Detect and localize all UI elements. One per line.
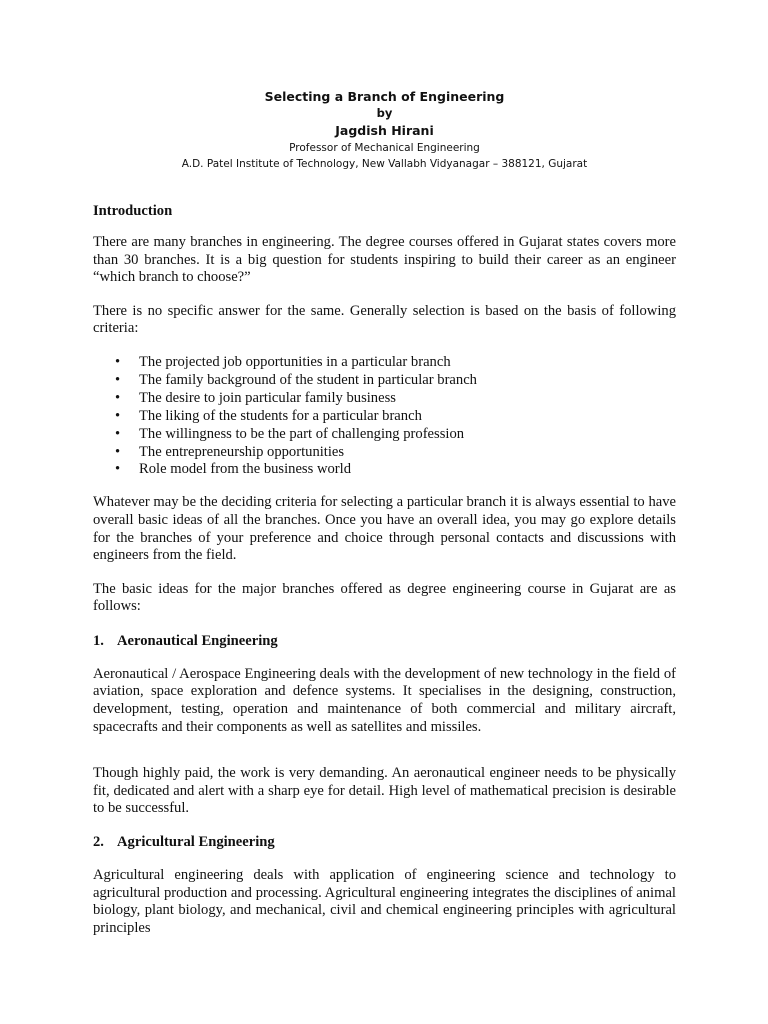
section-number: 2. xyxy=(93,834,104,851)
aeronautical-paragraph-1: Aeronautical / Aerospace Engineering deals with the development of new technology in the field of aviation, space exploration and defence systems. It specialises in the designing, construction, development, testing, operation and maintenance of both commercial and military aircraft, spacecrafts and their components as well as satellites and missiles. xyxy=(93,665,676,735)
bullet-icon: • xyxy=(115,461,121,478)
bullet-icon: • xyxy=(115,407,121,424)
list-item: • The entrepreneurship opportunities xyxy=(115,443,345,460)
section-number: 1. xyxy=(93,632,104,649)
bullet-icon: • xyxy=(115,371,121,388)
document-page xyxy=(93,88,676,937)
list-item: • Role model from the business world xyxy=(115,461,351,478)
introduction-paragraph-1: There are many branches in engineering. The degree courses offered in Gujarat states covers more than 30 branches. It is a big question for students inspiring to build their career as an engineer “which branch to choose?” xyxy=(93,234,676,286)
bullet-icon: • xyxy=(115,389,121,406)
introduction-paragraph-2: There is no specific answer for the same. Generally selection is based on the basis of following criteria: xyxy=(93,302,676,337)
author-institute: A.D. Patel Institute of Technology, New Vallabh Vidyanagar – 388121, Gujarat xyxy=(181,158,588,170)
agricultural-paragraph-1: Agricultural engineering deals with application of engineering science and technology to agricultural production and processing. Agricultural engineering integrates the disciplines of animal biology, plant biology, and mechanical, civil and chemical engineering principles with agricultural principles xyxy=(93,867,676,936)
section-heading-agricultural xyxy=(93,833,676,851)
aeronautical-paragraph-2: Though highly paid, the work is very demanding. An aeronautical engineer needs to be physically fit, dedicated and alert with a sharp eye for detail. High level of mathematical precision is desirable to be successful. xyxy=(93,765,676,817)
byline-by: by xyxy=(376,106,393,120)
introduction-paragraph-4: The basic ideas for the major branches offered as degree engineering course in Gujarat are as follows: xyxy=(93,580,676,615)
bullet-icon: • xyxy=(115,443,121,460)
list-item: • The family background of the student in particular branch xyxy=(115,371,477,388)
document-title: Selecting a Branch of Engineering xyxy=(264,89,505,104)
introduction-paragraph-3: Whatever may be the deciding criteria for selecting a particular branch it is always essential to have overall basic ideas of all the branches. Once you have an overall idea, you may go explore details for the branches of your preference and choice through personal contacts and discussions with engineers from the field. xyxy=(93,494,676,564)
author-position: Professor of Mechanical Engineering xyxy=(289,142,480,154)
list-item: • The projected job opportunities in a particular branch xyxy=(115,353,451,370)
document-header xyxy=(83,88,686,172)
section-title: Aeronautical Engineering xyxy=(117,632,278,649)
bullet-icon: • xyxy=(115,425,121,442)
bullet-icon: • xyxy=(115,353,121,370)
list-item: • The desire to join particular family business xyxy=(115,389,396,406)
introduction-heading: Introduction xyxy=(93,203,173,219)
section-title: Agricultural Engineering xyxy=(117,834,275,851)
author-name: Jagdish Hirani xyxy=(335,123,434,138)
list-item: • The liking of the students for a particular branch xyxy=(115,407,422,424)
criteria-list xyxy=(93,354,676,479)
list-item: • The willingness to be the part of challenging profession xyxy=(115,425,465,442)
section-heading-aeronautical xyxy=(93,632,676,650)
